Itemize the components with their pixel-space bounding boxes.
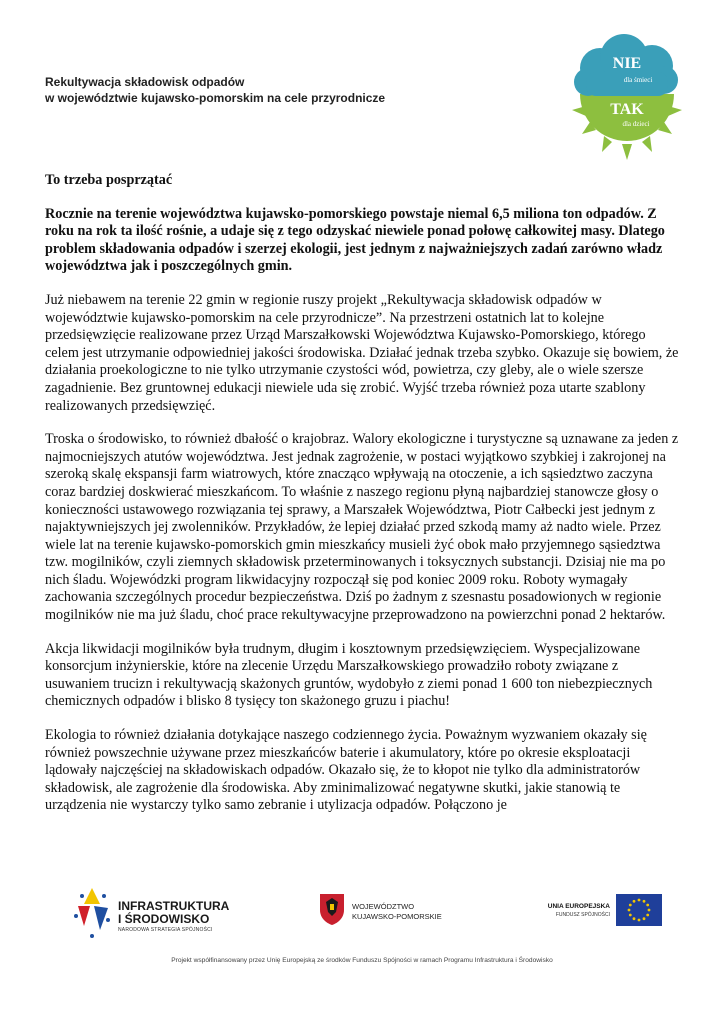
logo-top-word: NIE: [612, 55, 642, 72]
logo-bottom-word: TAK: [610, 101, 644, 118]
article-paragraph-2: Troska o środowisko, to również dbałość o krajobraz. Walory ekologiczne i turystyczne są uznawane za jeden z najmocniejszych atutów województwa. Jest jednak zagrożenie, w postaci wyjątkowo szybkiej i zakrojonej na szeroką skalę ekspansji farm wiatrowych, które znacząco wpływają na otoczenie, a ich sąsiedztwo zaczyna coraz bardziej doskwierać mieszkańcom. To właśnie z naszego regionu płyną najbardziej stanowcze głosy o konieczności ustawowego rozwiązania tej sprawy, a Marszałek Województwa, Piotr Całbecki jest jednym z najaktywniejszych jej zwolenników. Przykładów, że lepiej działać przed szkodą mamy aż nadto wiele. Przez wiele lat na terenie kujawsko-pomorskich gmin mieszkańcy musieli żyć obok mało przyjemnego sąsiedztwa tzw. mogilników, czyli ziemnych składowisk przeterminowanych i toksycznych substancji. Dzisiaj nie ma po nich śladu. Wojewódzki program likwidacyjny rozpoczął się pod koniec 2009 roku. Roboty wymagały zachowania szczególnych procedur bezpieczeństwa. Dziś po żadnym z szesnastu posadowionych w regionie mogilników nie ma już śladu, choć prace rekultywacyjne przeprowadzono na powierzchni ponad 2 hektarów.: [45, 431, 679, 624]
eu-flag-icon: [616, 894, 662, 926]
infrastruktura-logo: [70, 886, 230, 947]
infra-subtitle: NARODOWA STRATEGIA SPÓJNOŚCI: [118, 927, 213, 933]
campaign-logo: [566, 32, 688, 162]
logo-bottom-sub: dla dzieci: [622, 120, 650, 128]
article-paragraph-1: Już niebawem na terenie 22 gmin w regionie ruszy projekt „Rekultywacja składowisk odpadów w województwie kujawsko-pomorskim na cele przyrodnicze”. Na przestrzeni ostatnich lat to kolejne przedsięwzięcie realizowane przez Urząd Marszałkowski Województwa Kujawsko-Pomorskiego, którego celem jest utrzymanie odpowiedniej jakości środowiska. Działać jednak trzeba szybko. Okazuje się bowiem, że działania proekologiczne to nie tylko utrzymanie czystości wód, powietrza, czy gleby, ale o wiele szersze zagadnienie. Bez gruntownej edukacji niewiele uda się zrobić. Wyjść trzeba również poza utarte szablony realizowanych przedsięwzięć.: [45, 291, 679, 414]
header-title-line2: w województwie kujawsko-pomorskim na cele przyrodnicze: [45, 91, 386, 105]
wojewodztwo-title: WOJEWÓDZTWO KUJAWSKO-POMORSKIE: [352, 902, 442, 921]
infrastruktura-emblem-icon: [70, 886, 114, 942]
wojewodztwo-logo: [318, 892, 442, 931]
funding-note: Projekt współfinansowany przez Unię Europejską ze środków Funduszu Spójności w ramach Programu Infrastruktura i Środowisko: [171, 957, 553, 964]
logo-top-sub: dla śmieci: [623, 76, 653, 84]
header-title-line1: Rekultywacja składowisk odpadów: [45, 75, 245, 89]
article-paragraph-4: Ekologia to również działania dotykające naszego codziennego życia. Poważnym wyzwaniem okazały się również powszechnie używane przez mieszkańców baterie i akumulatory, które po okresie eksploatacji lądowały najczęściej na składowiskach odpadów. Okazało się, że to kłopot nie tylko dla administratorów składowisk, ale zagrożenie dla środowiska. Aby zminimalizować negatywne skutki, jakie stanowią te urządzenia nie wystarczy tylko samo zebranie i utylizacja odpadów. Połączono je: [45, 727, 647, 814]
article-paragraph-3: Akcja likwidacji mogilników była trudnym, długim i kosztownym przedsięwzięciem. Wyspecjalizowane konsorcjum inżynierskie, które na zlecenie Urzędu Marszałkowskiego prowadziło roboty związane z usuwaniem trucizn i rekultywacją skażonych gruntów, wydobyło z ziemi ponad 1 600 ton niebezpiecznych chemicznych odpadów i blisko 8 tysięcy ton skażonego gruzu i piachu!: [45, 640, 653, 710]
footer-logos: [0, 880, 724, 950]
article: [45, 172, 679, 831]
eu-subtitle: FUNDUSZ SPÓJNOŚCI: [555, 912, 610, 918]
infra-title: INFRASTRUKTURA I ŚRODOWISKO: [118, 899, 230, 926]
eu-title: UNIA EUROPEJSKA: [547, 903, 610, 910]
document-header: [45, 74, 385, 106]
coat-of-arms-icon: [318, 892, 346, 926]
article-lead: Rocznie na terenie województwa kujawsko-pomorskiego powstaje niemal 6,5 miliona ton odpadów. Z roku na rok ta ilość rośnie, a udaje się z tego odzyskać niewiele ponad połowę całkowitej masy. Dlatego problem składowania odpadów i szerzej ekologii, jest jednym z najważniejszych zadań zarówno władz województwa jak i poszczególnych gmin.: [45, 205, 665, 275]
article-heading: To trzeba posprzątać: [45, 172, 173, 188]
